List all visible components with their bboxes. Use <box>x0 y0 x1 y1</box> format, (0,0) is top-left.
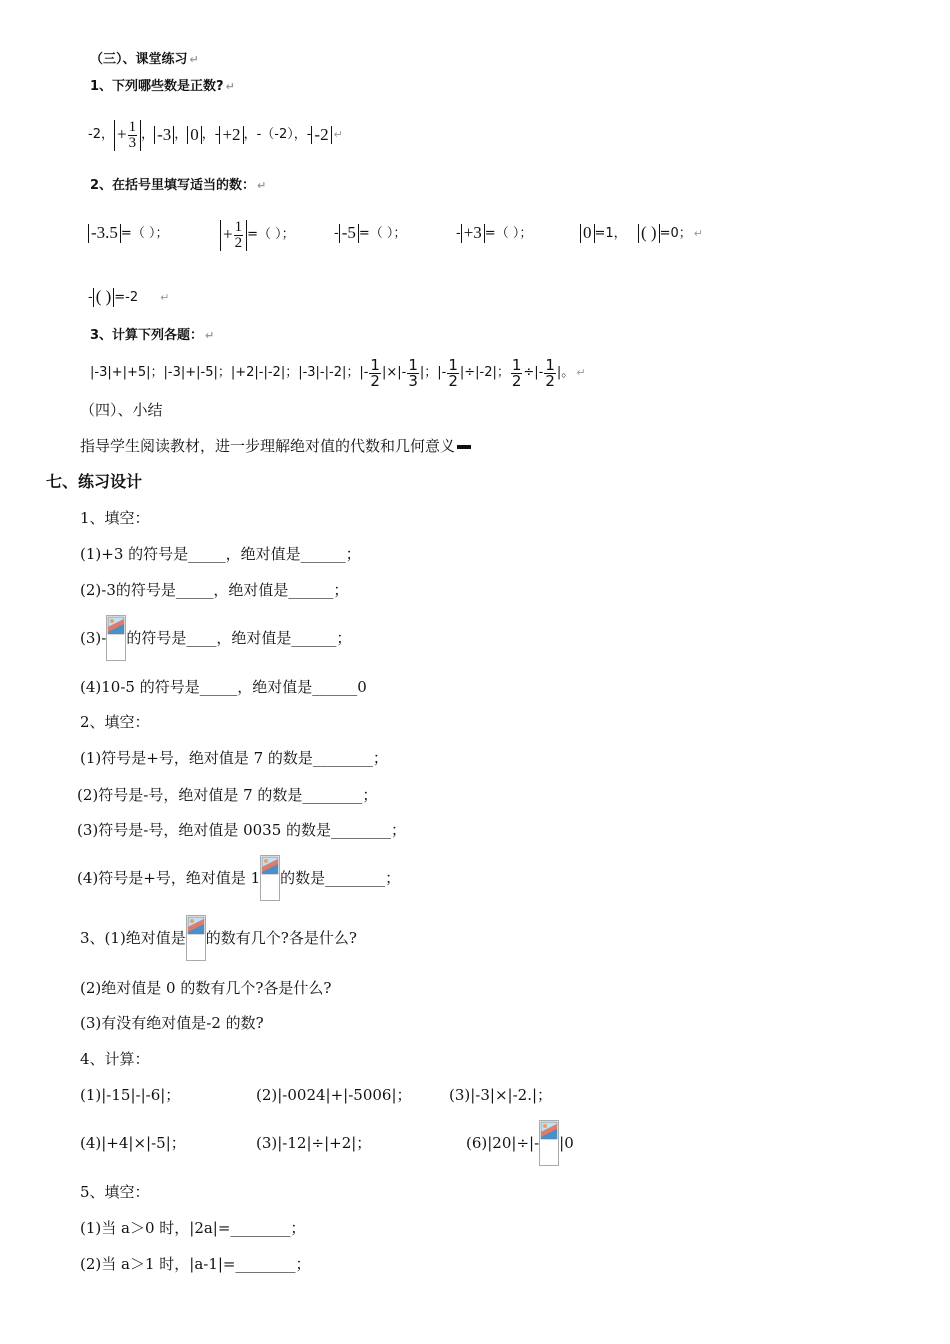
text-cursor-icon <box>457 445 471 449</box>
abs-value: + $\frac{1}{3}$ <box>114 120 141 151</box>
question-2: 2、在括号里填写适当的数： ↵ <box>90 178 267 193</box>
broken-image-icon <box>539 1120 559 1166</box>
exercise-2-item-4: (4)符号是+号，绝对值是 1 的数是________； <box>77 854 400 902</box>
exercise-1-item-3: (3)- 的符号是____，绝对值是______； <box>80 614 351 662</box>
exercise-2-item-2: (2)符号是-号，绝对值是 7 的数是________； <box>77 786 378 804</box>
exercise-3-item-3: (3)有没有绝对值是-2 的数? <box>80 1014 264 1032</box>
abs-value: +2 <box>219 126 243 145</box>
question-3-expressions: |-3|+|+5|；|-3|+|-5|；|+2|-|-2|；|-3|-|-2|；|- $\frac{1}{2}$ |×|- $\frac{1}{3}$ |；|- $\frac{1}{2}$ |÷|-2|； $\frac{1}{2}$ ÷|- $\frac{1}{2}$ |。 ↵ <box>90 355 586 390</box>
exercise-4-title: 4、计算： <box>80 1050 150 1068</box>
abs-value: 0 <box>580 224 595 243</box>
question-1-numbers: -2， + $\frac{1}{3}$ ， -3 ， 0 ，- +2 ，-（-2），- -2 ↵ <box>88 118 343 151</box>
exercise-4-item-3: (3)|-3|×|-2.|； <box>449 1086 553 1104</box>
exercise-4-item-2: (2)|-0024|+|-5006|； <box>256 1086 412 1104</box>
broken-image-icon <box>186 915 206 961</box>
exercise-5-title: 5、填空： <box>80 1183 150 1201</box>
exercise-4-item-4: (4)|+4|×|-5|； <box>80 1134 186 1152</box>
section-4-heading: （四）、小结 <box>80 401 163 419</box>
exercise-5-item-1: (1)当 a＞0 时，|2a|=________； <box>80 1219 306 1237</box>
exercise-3-item-1: 3、(1)绝对值是 的数有几个?各是什么? <box>80 914 357 962</box>
exercise-1-item-4: (4)10-5 的符号是_____，绝对值是______0 <box>80 678 367 696</box>
abs-value: + $\frac{1}{2}$ <box>220 220 247 251</box>
exercise-2-item-3: (3)符号是-号，绝对值是 0035 的数是________； <box>77 821 407 839</box>
exercise-5-item-2: (2)当 a＞1 时，|a-1|=________； <box>80 1255 311 1273</box>
question-1: 1、下列哪些数是正数? ↵ <box>90 79 235 94</box>
abs-value: -3.5 <box>88 224 121 243</box>
abs-value: -3 <box>154 126 174 145</box>
section-7-heading: 七、练习设计 <box>46 472 143 491</box>
exercise-1-item-1: (1)+3 的符号是_____，绝对值是______； <box>80 545 361 563</box>
abs-value: -2 <box>311 126 331 145</box>
abs-value: 0 <box>187 126 202 145</box>
question-3: 3、计算下列各题： ↵ <box>90 328 215 343</box>
question-2-last-item: - ( ) =-2 ↵ <box>88 287 170 307</box>
section-3-heading: （三）、课堂练习 ↵ <box>90 52 199 67</box>
section-4-text: 指导学生阅读教材，进一步理解绝对值的代数和几何意义 <box>80 436 471 456</box>
exercise-4-item-5: (3)|-12|÷|+2|； <box>256 1134 372 1152</box>
exercise-1-title: 1、填空： <box>80 509 150 527</box>
exercise-1-item-2: (2)-3的符号是_____，绝对值是______； <box>80 581 349 599</box>
exercise-2-item-1: (1)符号是+号，绝对值是 7 的数是________； <box>80 749 388 767</box>
broken-image-icon <box>260 855 280 901</box>
exercise-4-item-1: (1)|-15|-|-6|； <box>80 1086 181 1104</box>
abs-value: ( ) <box>93 288 115 307</box>
exercise-2-title: 2、填空： <box>80 713 150 731</box>
abs-value: +3 <box>461 224 485 243</box>
broken-image-icon <box>106 615 126 661</box>
abs-value: ( ) <box>638 224 660 243</box>
exercise-3-item-2: (2)绝对值是 0 的数有几个?各是什么? <box>80 979 332 997</box>
question-2-items: -3.5 =（ ）； + $\frac{1}{2}$ =（ ）； - -5 =（ ）； - +3 =（ ）； 0 =1， ( ) =0； ↵ <box>88 212 908 258</box>
exercise-4-item-6: (6)|20|÷|- |0 <box>466 1119 574 1167</box>
abs-value: -5 <box>339 224 359 243</box>
